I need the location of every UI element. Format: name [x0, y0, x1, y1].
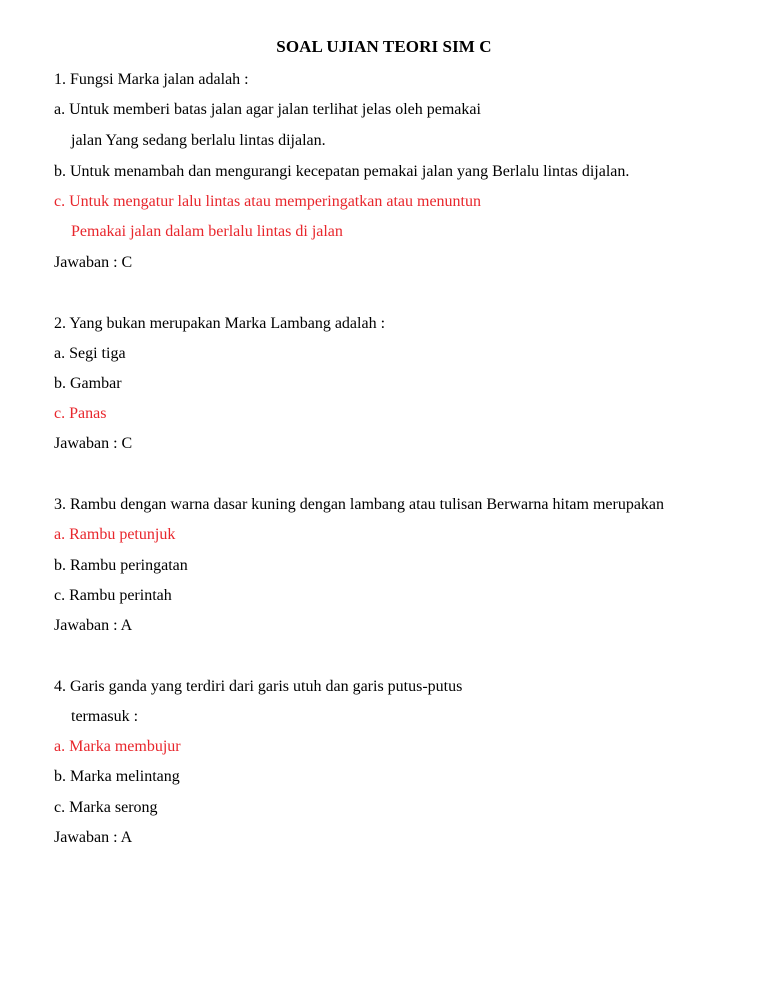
question-3-answer: Jawaban : A — [54, 617, 133, 634]
document-title: SOAL UJIAN TEORI SIM C — [276, 37, 492, 56]
question-1-option-c-correct: c. Untuk mengatur lalu lintas atau memperingatkan atau menuntun — [54, 193, 481, 210]
question-1-text: 1. Fungsi Marka jalan adalah : — [54, 71, 249, 88]
question-1-answer: Jawaban : C — [54, 254, 133, 271]
question-4-text-continued: termasuk : — [71, 708, 139, 725]
question-3-option-b: b. Rambu peringatan — [54, 557, 188, 574]
question-2-option-b: b. Gambar — [54, 375, 122, 392]
question-2-option-a: a. Segi tiga — [54, 345, 126, 362]
question-2-answer: Jawaban : C — [54, 435, 133, 452]
question-1-option-a: a. Untuk memberi batas jalan agar jalan terlihat jelas oleh pemakai — [54, 101, 481, 118]
question-4-option-a-correct: a. Marka membujur — [54, 738, 181, 755]
question-4-answer: Jawaban : A — [54, 829, 133, 846]
question-3-option-c: c. Rambu perintah — [54, 587, 172, 604]
question-2-text: 2. Yang bukan merupakan Marka Lambang adalah : — [54, 315, 386, 332]
question-1-option-b: b. Untuk menambah dan mengurangi kecepatan pemakai jalan yang Berlalu lintas dijalan. — [54, 163, 630, 180]
question-4-option-b: b. Marka melintang — [54, 768, 180, 785]
question-1-option-c-correct-continued: Pemakai jalan dalam berlalu lintas di jalan — [71, 223, 343, 240]
question-2-option-c-correct: c. Panas — [54, 405, 107, 422]
question-1-option-a-continued: jalan Yang sedang berlalu lintas dijalan. — [71, 132, 326, 149]
question-4-text: 4. Garis ganda yang terdiri dari garis utuh dan garis putus-putus — [54, 678, 463, 695]
question-3-option-a-correct: a. Rambu petunjuk — [54, 526, 176, 543]
question-4-option-c: c. Marka serong — [54, 799, 158, 816]
question-3-text: 3. Rambu dengan warna dasar kuning dengan lambang atau tulisan Berwarna hitam merupakan — [54, 496, 665, 513]
